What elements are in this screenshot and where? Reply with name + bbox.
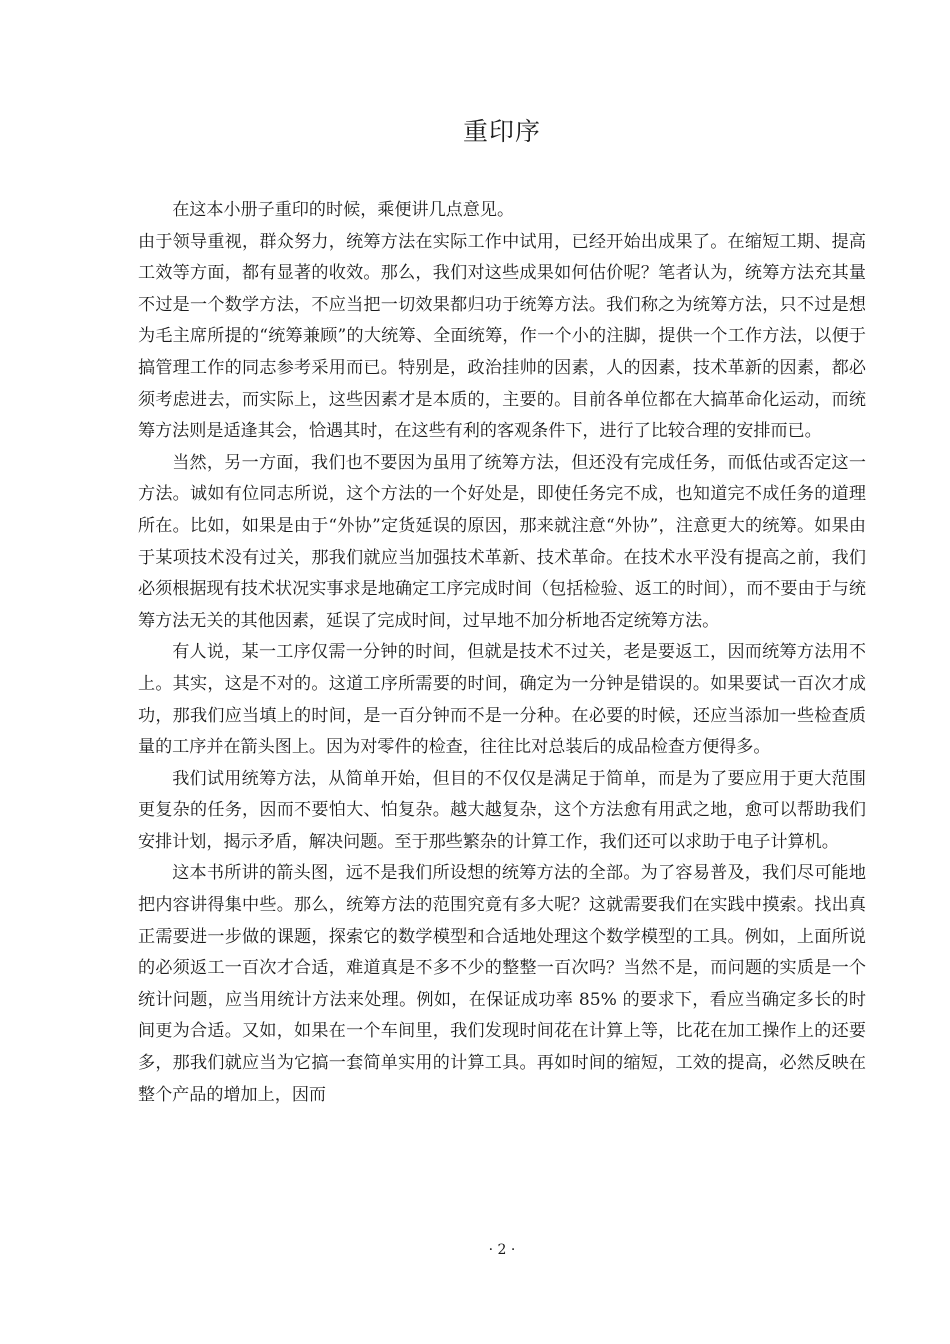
- page-number: · 2 ·: [488, 1242, 516, 1258]
- paragraph: 当然，另一方面，我们也不要因为虽用了统筹方法，但还没有完成任务，而低估或否定这一方法。诚如有位同志所说，这个方法的一个好处是，即使任务完不成，也知道完不成任务的道理所在。比如，如果是由于“外协”定货延误的原因，那来就注意“外协”，注意更大的统筹。如果由于某项技术没有过关，那我们就应当加强技术革新、技术革命。在技术水平没有提高之前，我们必须根据现有技术状况实事求是地确定工序完成时间（包括检验、返工的时间），而不要由于与统筹方法无关的其他因素，延误了完成时间，过早地不加分析地否定统筹方法。: [138, 452, 866, 631]
- page-title: 重印序: [462, 117, 541, 146]
- document-page: [138, 0, 866, 1344]
- paragraph-intro: 在这本小册子重印的时候，乘便讲几点意见。: [172, 200, 515, 220]
- paragraph: 由于领导重视，群众努力，统筹方法在实际工作中试用，已经开始出成果了。在缩短工期、提高工效等方面，都有显著的收效。那么，我们对这些成果如何估价呢？笔者认为，统筹方法充其量不过是一个数学方法，不应当把一切效果都归功于统筹方法。我们称之为统筹方法，只不过是想为毛主席所提的“统筹兼顾”的大统筹、全面统筹，作一个小的注脚，提供一个工作方法，以便于搞管理工作的同志参考采用而已。特别是，政治挂帅的因素，人的因素，技术革新的因素，都必须考虑进去，而实际上，这些因素才是本质的，主要的。目前各单位都在大搞革命化运动，而统筹方法则是适逢其会，恰遇其时，在这些有利的客观条件下，进行了比较合理的安排而已。: [138, 231, 866, 442]
- paragraph: 有人说，某一工序仅需一分钟的时间，但就是技术不过关，老是要返工，因而统筹方法用不上。其实，这是不对的。这道工序所需要的时间，确定为一分钟是错误的。如果要试一百次才成功，那我们应当填上的时间，是一百分钟而不是一分种。在必要的时候，还应当添加一些检查质量的工序并在箭头图上。因为对零件的检查，往往比对总装后的成品检查方便得多。: [138, 642, 866, 758]
- paragraph: 我们试用统筹方法，从简单开始，但目的不仅仅是满足于简单，而是为了要应用于更大范围更复杂的任务，因而不要怕大、怕复杂。越大越复杂，这个方法愈有用武之地，愈可以帮助我们安排计划，揭示矛盾，解决问题。至于那些繁杂的计算工作，我们还可以求助于电子计算机。: [138, 768, 866, 852]
- paragraph: 这本书所讲的箭头图，远不是我们所设想的统筹方法的全部。为了容易普及，我们尽可能地把内容讲得集中些。那么，统筹方法的范围究竟有多大呢？这就需要我们在实践中摸索。找出真正需要进一步做的课题，探索它的数学模型和合适地处理这个数学模型的工具。例如，上面所说的必须返工一百次才合适，难道真是不多不少的整整一百次吗？当然不是，而问题的实质是一个统计问题，应当用统计方法来处理。例如，在保证成功率 85% 的要求下，看应当确定多长的时间更为合适。又如，如果在一个车间里，我们发现时间花在计算上等，比花在加工操作上的还要多，那我们就应当为它搞一套简单实用的计算工具。再如时间的缩短，工效的提高，必然反映在整个产品的增加上，因而: [138, 863, 866, 1105]
- document-body: [138, 195, 866, 1111]
